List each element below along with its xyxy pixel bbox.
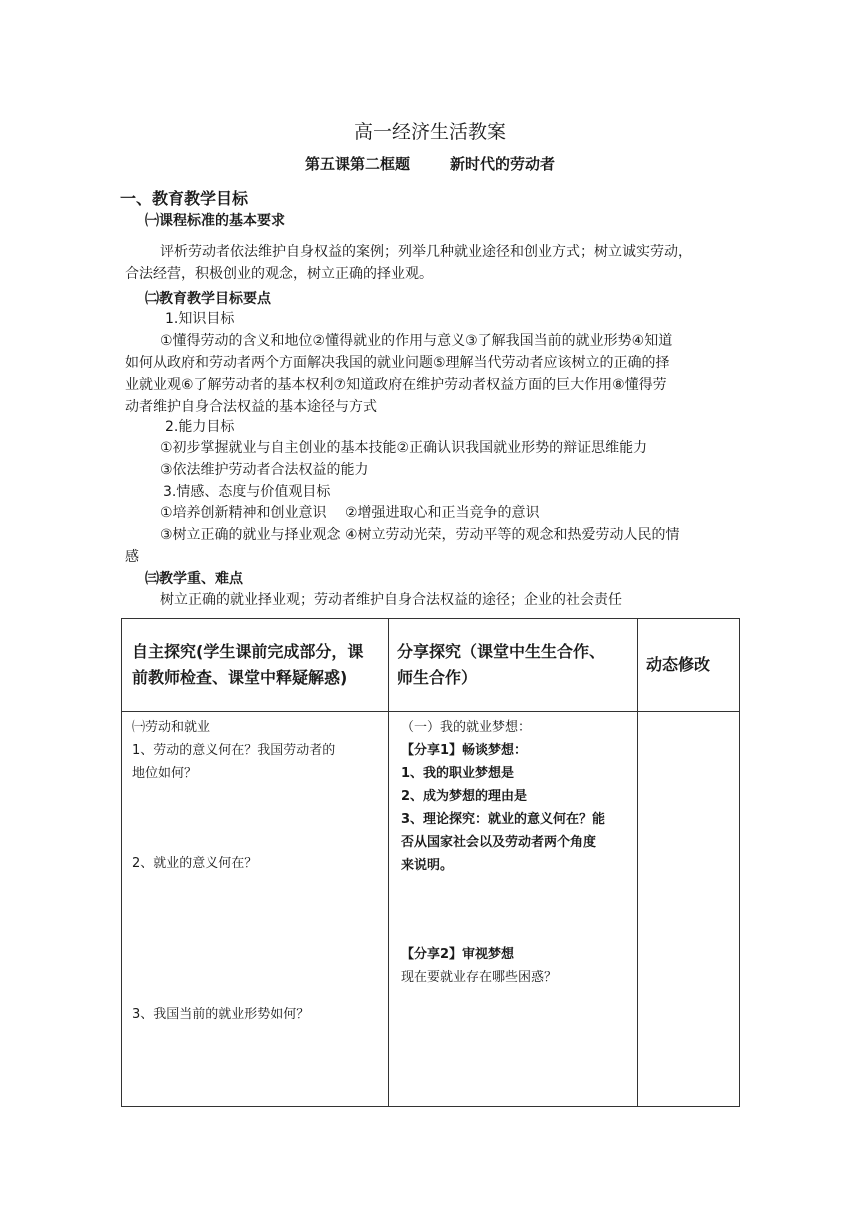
share-1-item-1: 1、我的职业梦想是 bbox=[401, 766, 515, 781]
knowledge-goal-line-2: 如何从政府和劳动者两个方面解决我国的就业问题⑤理解当代劳动者应该树立的正确的择 bbox=[125, 355, 670, 371]
curriculum-text-line-2: 合法经营，积极创业的观念，树立正确的择业观。 bbox=[125, 266, 433, 282]
share-1-item-3: 3、理论探究：就业的意义何在？能 bbox=[401, 812, 606, 827]
ability-goal-label: 2.能力目标 bbox=[165, 419, 235, 435]
header-share-study bbox=[389, 619, 638, 712]
knowledge-goal-line-1: ①懂得劳动的含义和地位②懂得就业的作用与意义③了解我国当前的就业形势④知道 bbox=[160, 333, 673, 349]
question-1-line-2: 地位如何？ bbox=[132, 766, 198, 781]
knowledge-goal-line-4: 动者维护自身合法权益的基本途径与方式 bbox=[125, 399, 377, 415]
header-dynamic-edit-label: 动态修改 bbox=[646, 655, 711, 674]
self-study-heading: ㈠劳动和就业 bbox=[132, 720, 211, 735]
question-2: 2、就业的意义何在？ bbox=[132, 856, 258, 871]
subsection-heading-1: ㈠课程标准的基本要求 bbox=[145, 213, 285, 229]
subsection-heading-2: ㈡教育教学目标要点 bbox=[145, 291, 271, 307]
emotion-goal-line-3: 感 bbox=[125, 549, 139, 565]
emotion-goal-line-2: ③树立正确的就业与择业观念 ④树立劳动光荣，劳动平等的观念和热爱劳动人民的情 bbox=[160, 527, 680, 543]
header-self-study-line-1: 自主探究(学生课前完成部分，课 bbox=[132, 642, 364, 661]
share-1-item-2: 2、成为梦想的理由是 bbox=[401, 789, 528, 804]
knowledge-goal-label: 1.知识目标 bbox=[165, 311, 235, 327]
question-1-line-1: 1、劳动的意义何在？我国劳动者的 bbox=[132, 743, 336, 758]
subsection-heading-3: ㈢教学重、难点 bbox=[145, 571, 243, 587]
curriculum-text-line-1: 评析劳动者依法维护自身权益的案例；列举几种就业途径和创业方式；树立诚实劳动， bbox=[160, 244, 692, 260]
knowledge-goal-line-3: 业就业观⑥了解劳动者的基本权利⑦知道政府在维护劳动者权益方面的巨大作用⑧懂得劳 bbox=[125, 377, 667, 393]
header-dynamic-edit bbox=[638, 619, 740, 712]
section-heading: 一、教育教学目标 bbox=[120, 189, 249, 208]
ability-goal-line-2: ③依法维护劳动者合法权益的能力 bbox=[160, 462, 369, 478]
self-study-cell bbox=[122, 712, 389, 1107]
lesson-subtitle bbox=[0, 153, 860, 174]
lesson-topic: 新时代的劳动者 bbox=[450, 155, 556, 173]
share-2-label: 【分享2】审视梦想 bbox=[401, 947, 515, 962]
document-title: 高一经济生活教案 bbox=[353, 121, 506, 143]
emotion-goal-line-1: ①培养创新精神和创业意识 ②增强进取心和正当竞争的意识 bbox=[160, 505, 540, 521]
share-1-item-4: 否从国家社会以及劳动者两个角度 bbox=[401, 835, 597, 850]
header-share-study-line-1: 分享探究（课堂中生生合作、 bbox=[397, 642, 606, 661]
ability-goal-line-1: ①初步掌握就业与自主创业的基本技能②正确认识我国就业形势的辩证思维能力 bbox=[160, 440, 648, 456]
dynamic-edit-cell bbox=[638, 712, 740, 1107]
share-1-label: 【分享1】畅谈梦想： bbox=[401, 743, 528, 758]
share-study-cell bbox=[389, 712, 638, 1107]
share-1-item-5: 来说明。 bbox=[401, 858, 454, 873]
header-self-study-line-2: 前教师检查、课堂中释疑解惑) bbox=[132, 668, 348, 687]
emotion-goal-label: 3.情感、态度与价值观目标 bbox=[163, 484, 331, 500]
lesson-number: 第五课第二框题 bbox=[304, 155, 410, 173]
header-share-study-line-2: 师生合作） bbox=[397, 668, 478, 687]
share-2-text: 现在要就业存在哪些困惑？ bbox=[401, 970, 558, 985]
question-3: 3、我国当前的就业形势如何？ bbox=[132, 1007, 310, 1022]
key-points-text: 树立正确的就业择业观；劳动者维护自身合法权益的途径；企业的社会责任 bbox=[160, 592, 622, 608]
header-self-study bbox=[122, 619, 389, 712]
dream-intro: （一）我的就业梦想： bbox=[401, 720, 532, 735]
lesson-table bbox=[121, 618, 740, 1107]
